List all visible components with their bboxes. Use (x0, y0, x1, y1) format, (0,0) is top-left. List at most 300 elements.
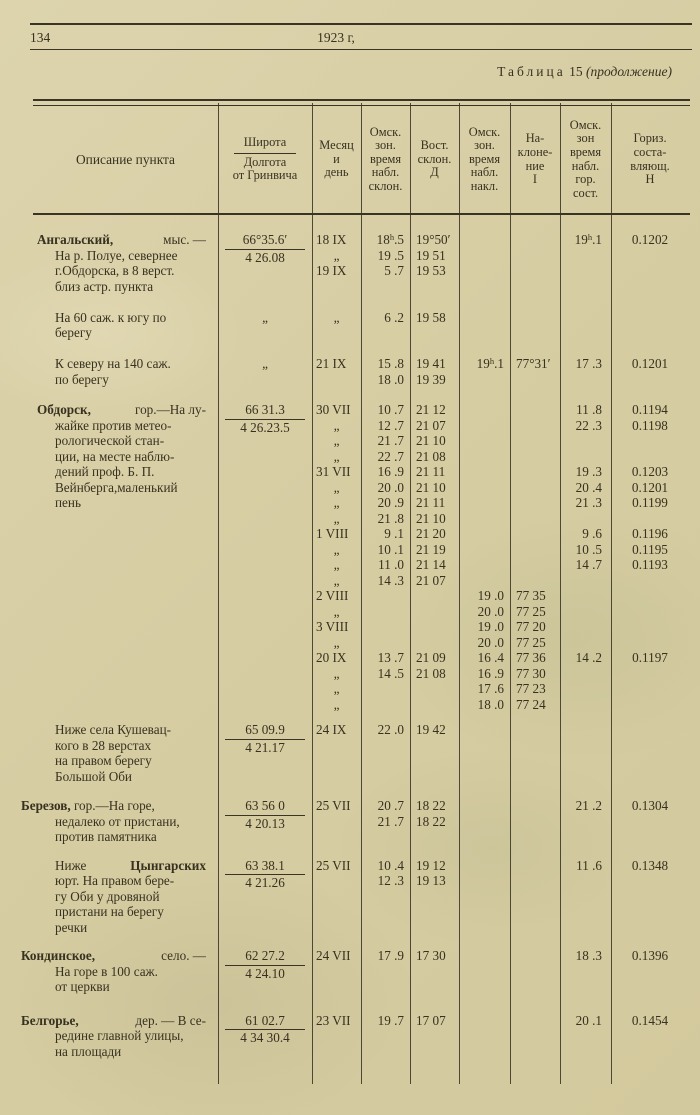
hor-time-cell (560, 341, 611, 357)
longitude-value: 4 34 30.4 (225, 1029, 305, 1046)
incl-time-cell (459, 829, 510, 845)
desc-cell (33, 402, 218, 418)
hor-component-cell (611, 604, 689, 620)
hor-component-cell (611, 829, 689, 845)
decl-time-cell (361, 341, 410, 357)
inclination-cell (510, 829, 560, 845)
desc-cell (33, 635, 218, 651)
desc-cell (21, 948, 218, 964)
description-text: рологической стан- (55, 433, 165, 448)
description-text: Вейнберга,маленький (55, 479, 178, 495)
description-text: близ астр. пункта (55, 278, 154, 294)
description-text: на площади (55, 1043, 122, 1059)
desc-cell (33, 889, 218, 905)
hor-time-cell (560, 889, 611, 905)
description-text: мыс. — (163, 232, 206, 247)
header-line: Н (645, 172, 655, 187)
description-line (33, 433, 218, 449)
column-rule (218, 103, 219, 1084)
hor-time-cell (560, 588, 611, 604)
decl-time-cell (361, 829, 410, 845)
desc-cell (33, 588, 218, 604)
description-line (33, 814, 218, 830)
inclination-cell (510, 464, 560, 480)
hor-time-cell (560, 449, 611, 465)
incl-time-cell (459, 573, 510, 589)
decl-time-cell (361, 979, 410, 995)
date-cell (312, 294, 361, 310)
declination-cell (410, 588, 459, 604)
date-cell: 24 VII (316, 948, 351, 963)
coords-cell (218, 511, 312, 527)
description-line (33, 449, 218, 465)
hor-component-cell: 0.1454 (631, 1012, 669, 1028)
station-name: Кондинское, (21, 948, 95, 963)
declination-cell: 21 10 (416, 479, 446, 495)
hor-component-cell: 0.1396 (631, 948, 669, 963)
incl-time-cell (459, 920, 510, 936)
date-cell (312, 920, 361, 936)
declination-cell (410, 681, 459, 697)
inclination-cell (510, 858, 560, 874)
station-name: Березов, (21, 798, 71, 813)
date-cell (312, 325, 361, 341)
declination-cell: 19 13 (416, 873, 446, 888)
incl-time-cell (459, 979, 510, 995)
header-line: Омск. (569, 117, 602, 132)
coords-cell (218, 635, 312, 651)
decl-time-cell: 12 .7 (377, 417, 404, 433)
declination-cell (410, 889, 459, 905)
header-line: На- (525, 131, 545, 146)
incl-time-cell (459, 1013, 510, 1029)
decl-time-cell: 21 .8 (377, 510, 404, 526)
longitude-value: 4 24.10 (225, 965, 305, 982)
description-line (33, 889, 218, 905)
hor-component-cell: 0.1304 (631, 798, 669, 813)
desc-cell (21, 798, 218, 814)
coords-cell: 63 56 0 (245, 798, 285, 813)
incl-time-cell (459, 480, 510, 496)
coords-cell: 61 02.7 (245, 1012, 285, 1028)
declination-cell (410, 904, 459, 920)
description-line (33, 920, 218, 936)
description-line (33, 1044, 218, 1060)
desc-cell (33, 526, 218, 542)
inclination-cell (510, 904, 560, 920)
hor-time-cell (560, 263, 611, 279)
inclination-cell (510, 449, 560, 465)
station-name: Белгорье, (21, 1012, 79, 1028)
desc-cell (33, 979, 218, 995)
date-cell: 31 VII (316, 464, 351, 479)
decl-time-cell: 16 .9 (377, 464, 404, 479)
col-header-inclination (510, 106, 560, 213)
coords-cell (218, 753, 312, 769)
date-cell: „ (333, 665, 340, 681)
decl-time-cell: 21 .7 (377, 813, 404, 829)
declination-cell (410, 619, 459, 635)
header-line: Долгота (243, 154, 287, 169)
header-line: склон. (368, 178, 403, 193)
declination-cell (410, 604, 459, 620)
hor-time-cell: 21 .2 (575, 798, 602, 813)
date-cell (312, 1044, 361, 1060)
incl-time-cell (459, 402, 510, 418)
coords-cell (218, 889, 312, 905)
hor-component-cell: 0.1199 (632, 495, 668, 510)
description-text: берегу (55, 325, 92, 340)
desc-cell (33, 557, 218, 573)
inclination-cell (510, 433, 560, 449)
coords-cell (218, 681, 312, 697)
header-line: набл. (571, 158, 600, 173)
page-number: 134 (30, 30, 51, 45)
description-text: гор.—На горе, (70, 798, 155, 813)
inclination-cell (510, 263, 560, 279)
incl-time-cell (459, 433, 510, 449)
date-cell: 3 VIII (316, 619, 349, 634)
date-cell (312, 979, 361, 995)
inclination-cell (510, 753, 560, 769)
hor-component-cell (611, 449, 689, 465)
description-line (33, 279, 218, 295)
description-line (33, 418, 218, 434)
decl-time-cell: 10 .4 (377, 857, 404, 873)
date-cell: 20 IX (316, 650, 347, 665)
header-line: время (369, 151, 402, 166)
decl-time-cell: 18 .0 (377, 371, 404, 387)
desc-cell (33, 722, 218, 738)
incl-time-cell (459, 557, 510, 573)
declination-cell: 19 58 (416, 309, 446, 325)
decl-time-cell: 22 .0 (377, 722, 404, 737)
coords-cell (218, 650, 312, 666)
decl-time-cell: 14 .5 (377, 665, 404, 681)
desc-cell (33, 372, 218, 388)
declination-cell: 21 11 (416, 495, 446, 510)
coords-cell (218, 904, 312, 920)
hor-time-cell (560, 310, 611, 326)
decl-time-cell (361, 635, 410, 651)
table-caption (497, 64, 672, 80)
hor-time-cell (560, 294, 611, 310)
decl-time-cell: 11 .0 (378, 557, 404, 572)
declination-cell: 21 20 (416, 526, 446, 541)
hor-component-cell (611, 979, 689, 995)
header-line: время (468, 151, 501, 166)
desc-cell (33, 753, 218, 769)
inclination-cell (510, 402, 560, 418)
description-line (33, 1028, 218, 1044)
hor-time-cell: 19 .3 (575, 464, 602, 479)
description-text: Ниже (55, 857, 87, 873)
desc-cell (33, 650, 218, 666)
incl-time-cell (459, 372, 510, 388)
hor-component-cell (611, 279, 689, 295)
date-cell: 2 VIII (316, 588, 349, 603)
hor-time-cell (560, 979, 611, 995)
hor-time-cell (560, 697, 611, 713)
header-line: Месяц (319, 138, 354, 153)
inclination-cell (510, 310, 560, 326)
hor-time-cell (560, 604, 611, 620)
inclination-cell: 77°31′ (516, 356, 551, 371)
description-line (33, 310, 218, 326)
date-cell: „ (333, 696, 340, 712)
inclination-cell: 77 36 (516, 650, 546, 665)
incl-time-cell: 16 .9 (477, 665, 504, 681)
col-header-decl-time (361, 106, 410, 213)
inclination-cell (510, 526, 560, 542)
incl-time-cell: 20 .0 (477, 634, 504, 650)
date-cell: „ (333, 572, 340, 588)
header-line: время (569, 144, 602, 159)
decl-time-cell (361, 920, 410, 936)
desc-cell (33, 920, 218, 936)
desc-cell (33, 511, 218, 527)
declination-cell: 21 07 (416, 572, 446, 588)
header-line: гор. (575, 172, 596, 187)
declination-cell (410, 279, 459, 295)
hor-component-cell (611, 588, 689, 604)
caption-suffix: (продолжение) (585, 64, 672, 79)
decl-time-cell: 9 .1 (384, 526, 404, 541)
declination-cell: 21 08 (416, 448, 446, 464)
hor-time-cell: 9 .6 (582, 526, 602, 541)
date-cell (312, 769, 361, 785)
decl-time-cell (361, 279, 410, 295)
hor-time-cell (560, 681, 611, 697)
description-text: село. — (161, 948, 206, 963)
description-line (33, 964, 218, 980)
declination-cell (410, 829, 459, 845)
decl-time-cell: 21 .7 (377, 433, 404, 448)
hor-time-cell (560, 753, 611, 769)
hor-time-cell (560, 433, 611, 449)
date-cell: „ (333, 495, 340, 510)
date-cell (312, 341, 361, 357)
description-text: жайке против метео- (55, 417, 172, 433)
hor-component-cell (611, 666, 689, 682)
header-line: I (532, 172, 538, 187)
incl-time-cell: 18 .0 (477, 696, 504, 712)
header-line: клоне- (517, 144, 553, 159)
date-cell: „ (333, 448, 340, 464)
declination-cell: 19 39 (416, 371, 446, 387)
hor-time-cell (560, 829, 611, 845)
coords-cell: „ (262, 309, 268, 325)
header-line: Гориз. (633, 131, 667, 146)
date-cell: 21 IX (316, 356, 347, 371)
coords-cell (218, 1044, 312, 1060)
description-line (33, 263, 218, 279)
column-rule (312, 103, 313, 1084)
incl-time-cell (459, 449, 510, 465)
hor-time-cell (560, 619, 611, 635)
inclination-cell (510, 232, 560, 248)
inclination-cell: 77 23 (516, 681, 546, 696)
description-line (33, 979, 218, 995)
declination-cell: 21 14 (416, 557, 446, 572)
description-text: На 60 саж. к югу по (55, 309, 167, 325)
hor-component-cell: 0.1197 (632, 650, 668, 665)
date-cell: „ (333, 603, 340, 619)
incl-time-cell: 19$^h$.1 (476, 356, 504, 371)
desc-cell (33, 341, 218, 357)
decl-time-cell: 10 .1 (377, 541, 404, 557)
decl-time-cell (361, 294, 410, 310)
date-cell (312, 889, 361, 905)
top-rule (30, 23, 692, 25)
inclination-cell: 77 25 (516, 603, 546, 619)
coords-cell (218, 829, 312, 845)
hor-time-cell (560, 666, 611, 682)
desc-cell (33, 433, 218, 449)
hor-component-cell: 0.1194 (632, 402, 668, 417)
date-cell: 25 VII (316, 798, 351, 813)
description-line (33, 480, 218, 496)
hor-time-cell: 21 .3 (575, 495, 602, 510)
declination-cell (410, 635, 459, 651)
col-header-incl-time (459, 106, 510, 213)
hor-component-cell (611, 889, 689, 905)
declination-cell (410, 294, 459, 310)
inclination-cell (510, 495, 560, 511)
hor-component-cell (611, 697, 689, 713)
hor-component-cell: 0.1203 (631, 464, 669, 479)
incl-time-cell (459, 279, 510, 295)
column-rule (361, 103, 362, 1084)
decl-time-cell (361, 681, 410, 697)
decl-time-cell: 13 .7 (377, 650, 404, 665)
coords-cell (218, 495, 312, 511)
date-cell (312, 279, 361, 295)
description-text: К северу на 140 саж. (55, 356, 171, 371)
running-head (30, 30, 692, 48)
incl-time-cell: 17 .6 (477, 681, 504, 696)
hor-time-cell (560, 635, 611, 651)
decl-time-cell: 14 .3 (377, 572, 404, 588)
coords-cell: 66°35.6′ (242, 232, 288, 247)
decl-time-cell: 6 .2 (384, 309, 404, 325)
declination-cell (410, 697, 459, 713)
date-cell: „ (333, 309, 340, 325)
hor-component-cell (611, 635, 689, 651)
header-line: Д (430, 165, 439, 180)
declination-cell: 17 30 (416, 948, 446, 963)
desc-cell (33, 263, 218, 279)
hor-component-cell: 0.1201 (631, 479, 669, 495)
hor-component-cell: 0.1198 (632, 417, 668, 433)
header-line: Описание пункта (76, 151, 175, 167)
decl-time-cell: 17 .9 (377, 948, 404, 963)
incl-time-cell (459, 904, 510, 920)
date-cell: „ (333, 417, 340, 433)
decl-time-cell: 19 .5 (377, 247, 404, 263)
inclination-cell: 77 30 (516, 665, 546, 681)
description-line (33, 873, 218, 889)
hor-component-cell: 0.1202 (631, 232, 669, 247)
hor-time-cell: 11 .6 (576, 857, 602, 873)
date-cell: „ (333, 479, 340, 495)
incl-time-cell (459, 798, 510, 814)
desc-cell (33, 904, 218, 920)
description-line (33, 738, 218, 754)
incl-time-cell (459, 325, 510, 341)
desc-cell (33, 619, 218, 635)
incl-time-cell (459, 1044, 510, 1060)
description-line (33, 464, 218, 480)
declination-cell (410, 920, 459, 936)
coords-cell (218, 979, 312, 995)
coords-cell (218, 573, 312, 589)
hor-component-cell (611, 722, 689, 738)
station-name: Цынгарских (130, 857, 206, 873)
caption-word: Таблица (497, 64, 566, 79)
inclination-cell: 77 25 (516, 634, 546, 650)
decl-time-cell (361, 697, 410, 713)
col-header-description (33, 106, 218, 213)
incl-time-cell: 20 .0 (477, 603, 504, 619)
col-header-hor-time (560, 106, 611, 213)
incl-time-cell (459, 310, 510, 326)
date-cell (312, 829, 361, 845)
header-line: Омск. (468, 124, 501, 139)
description-text: ции, на месте наблю- (55, 448, 175, 464)
coords-cell (218, 449, 312, 465)
desc-cell (33, 829, 218, 845)
decl-time-cell (361, 889, 410, 905)
col-header-coordinates (218, 106, 312, 213)
declination-cell: 21 11 (416, 464, 446, 479)
header-line: вляющ. (630, 158, 670, 173)
incl-time-cell: 19 .0 (477, 619, 504, 634)
hor-component-cell (611, 753, 689, 769)
inclination-cell (510, 948, 560, 964)
inclination-cell: 77 24 (516, 696, 546, 712)
declination-cell: 19 41 (416, 356, 446, 371)
description-text: редине главной улицы, (55, 1028, 184, 1043)
hor-time-cell: 10 .5 (575, 541, 602, 557)
header-line: зон. (375, 138, 396, 153)
header-line: склон. (417, 151, 452, 166)
decl-time-cell (361, 1044, 410, 1060)
date-cell: „ (333, 247, 340, 263)
inclination-cell (510, 480, 560, 496)
coords-cell (218, 542, 312, 558)
coords-cell (218, 619, 312, 635)
decl-time-cell (361, 753, 410, 769)
date-cell: „ (333, 541, 340, 557)
hor-component-cell: 0.1193 (632, 557, 668, 572)
date-cell: „ (333, 510, 340, 526)
incl-time-cell (459, 948, 510, 964)
desc-cell (33, 279, 218, 295)
header-divider-rule (234, 153, 296, 154)
description-text: гор.—На лу- (135, 402, 206, 417)
declination-cell (410, 753, 459, 769)
description-line (33, 248, 218, 264)
declination-cell: 21 08 (416, 665, 446, 681)
hor-time-cell: 11 .8 (576, 402, 602, 417)
decl-time-cell: 22 .7 (377, 448, 404, 464)
declination-cell: 21 19 (416, 541, 446, 557)
desc-cell (33, 310, 218, 326)
decl-time-cell (361, 588, 410, 604)
hor-component-cell: 0.1201 (631, 356, 669, 371)
decl-time-cell: 20 .7 (377, 798, 404, 813)
